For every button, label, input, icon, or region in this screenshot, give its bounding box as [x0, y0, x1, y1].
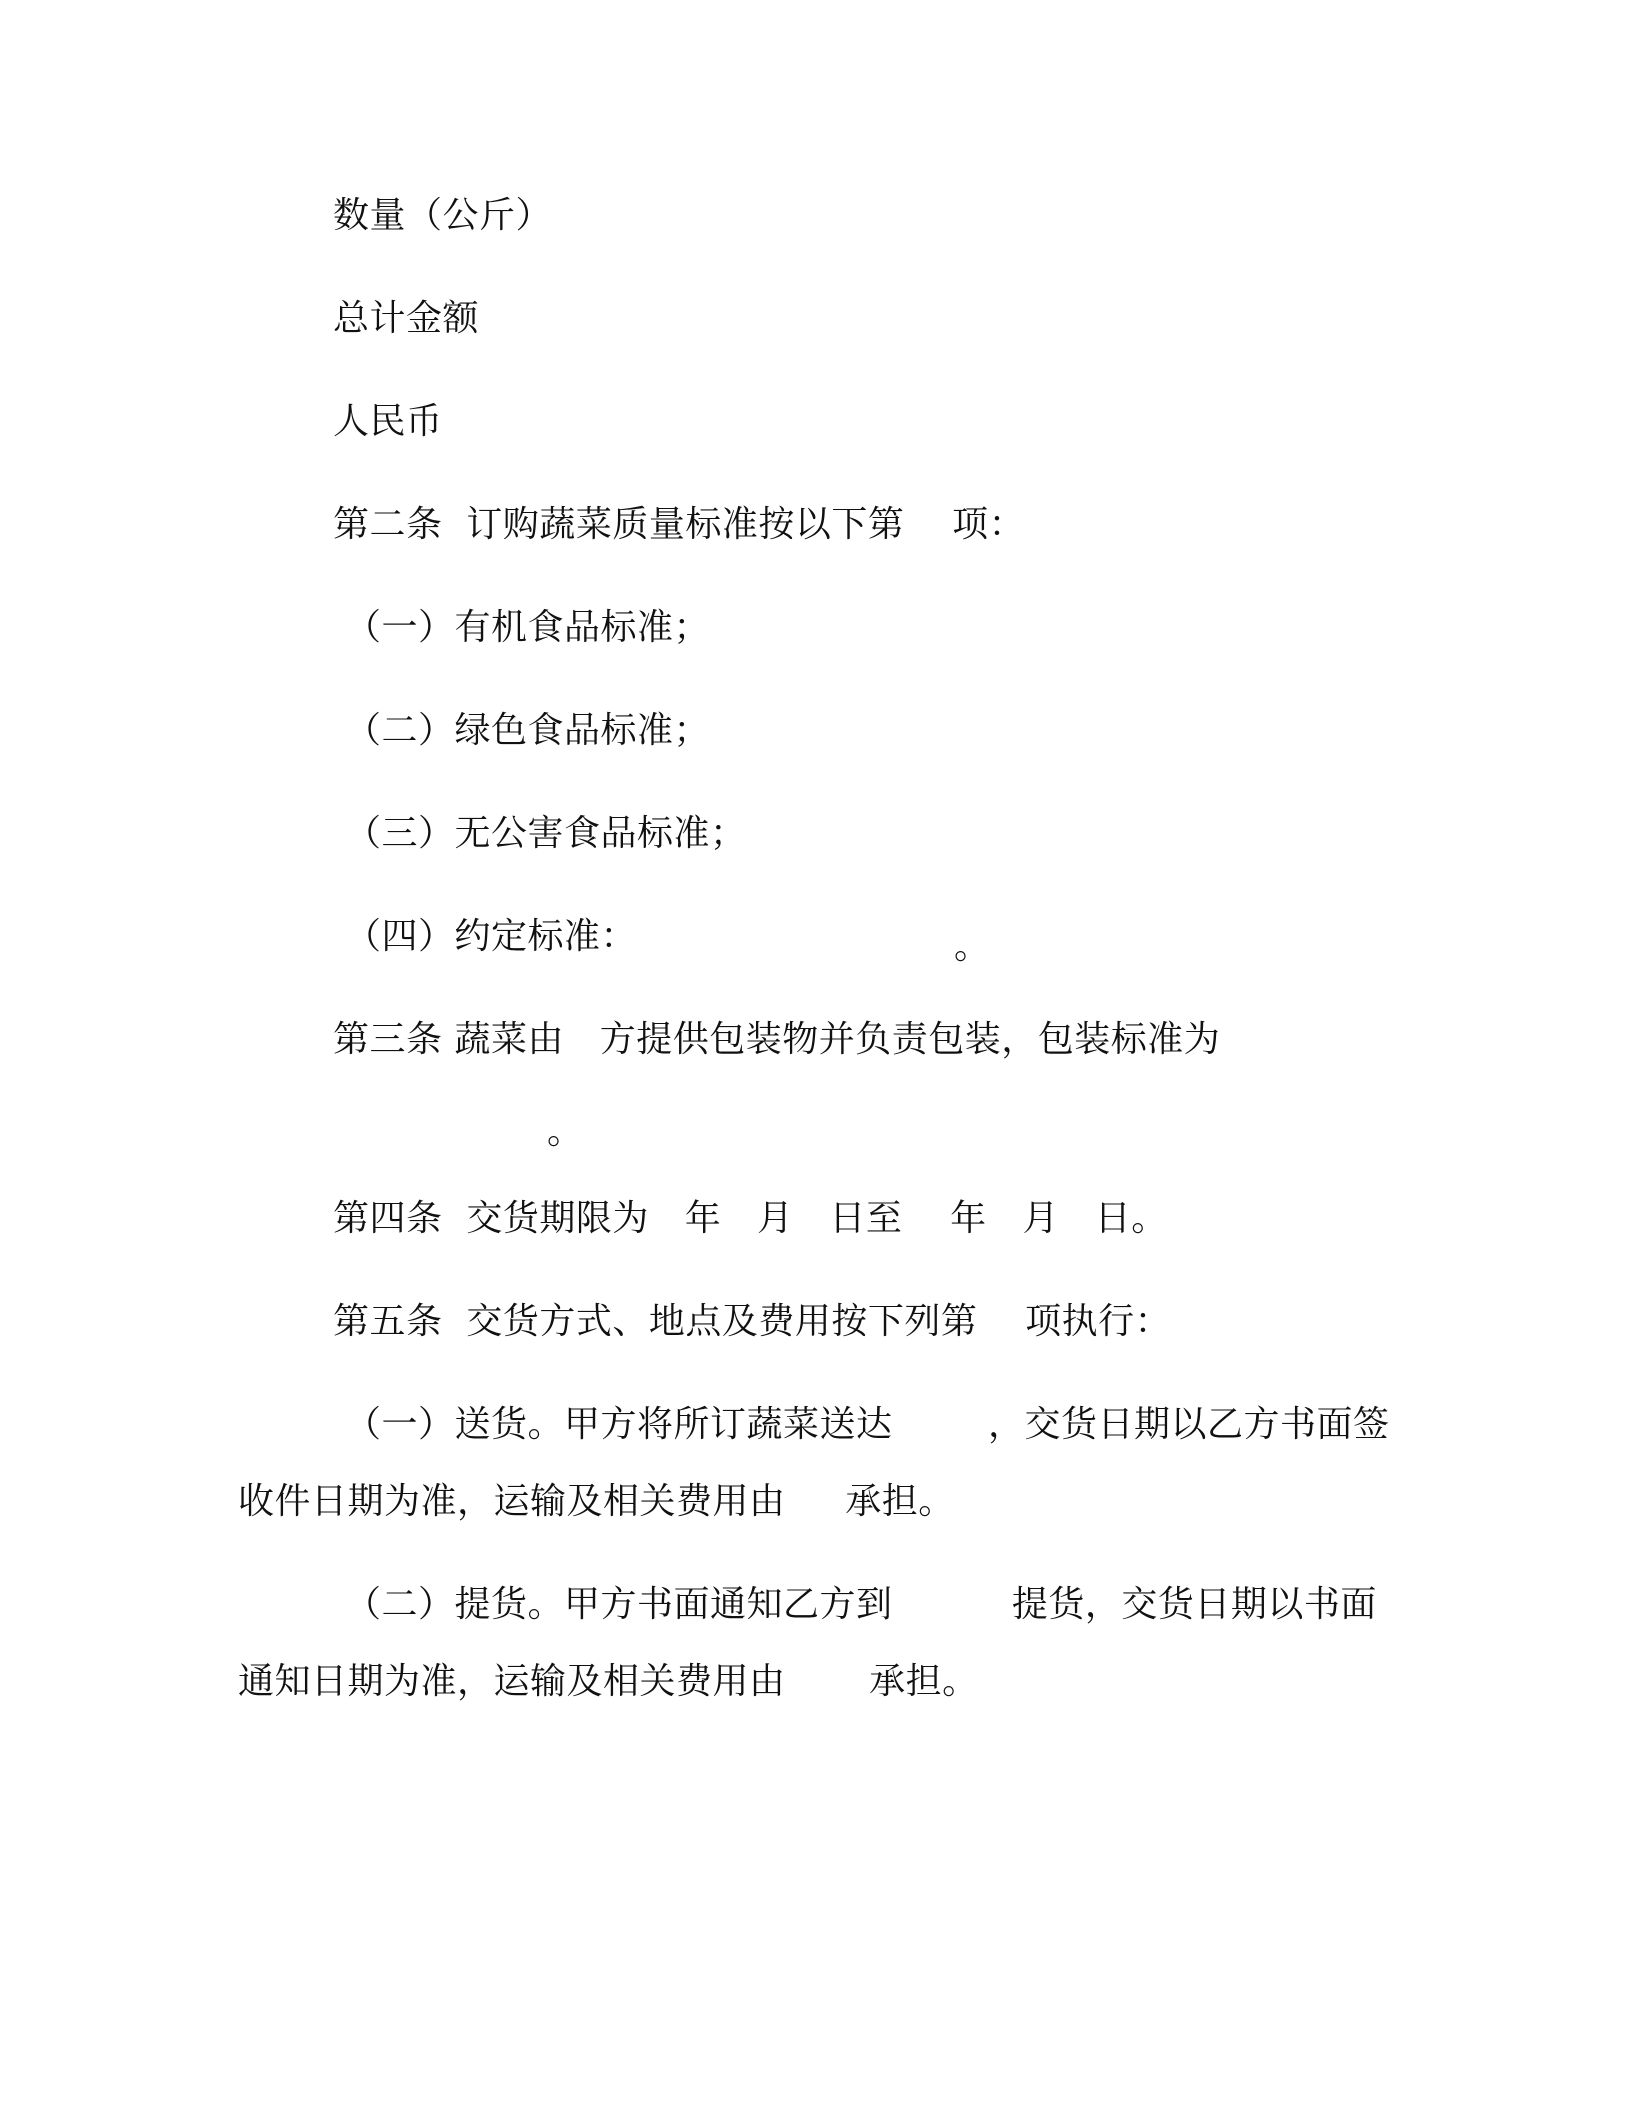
article-2-item-4: （四）约定标准：: [345, 916, 638, 957]
article-5-item-2-line-1: （二）提货。甲方书面通知乙方到 提货，交货日期以书面: [345, 1584, 1377, 1625]
line-total-amount: 总计金额: [333, 298, 480, 339]
article-2-item-1: （一）有机食品标准；: [345, 607, 711, 648]
article-3-period: 。: [547, 1111, 584, 1152]
line-quantity: 数量（公斤）: [333, 195, 553, 236]
article-2: 第二条 订购蔬菜质量标准按以下第 项：: [333, 504, 1026, 545]
article-5-item-2-line-2: 通知日期为准，运输及相关费用由 承担。: [238, 1661, 979, 1702]
article-3: 第三条 蔬菜由 方提供包装物并负责包装，包装标准为: [333, 1019, 1221, 1060]
article-5: 第五条 交货方式、地点及费用按下列第 项执行：: [333, 1301, 1172, 1342]
article-5-item-1-line-1: （一）送货。甲方将所订蔬菜送达 ，交货日期以乙方书面签: [345, 1404, 1390, 1445]
article-2-item-4-period: 。: [954, 926, 991, 967]
article-5-item-1-line-2: 收件日期为准，运输及相关费用由 承担。: [238, 1481, 955, 1522]
article-2-item-2: （二）绿色食品标准；: [345, 710, 711, 751]
line-rmb: 人民币: [333, 401, 443, 442]
article-2-item-3: （三）无公害食品标准；: [345, 813, 747, 854]
article-4: 第四条 交货期限为 年 月 日至 年 月 日。: [333, 1198, 1168, 1239]
